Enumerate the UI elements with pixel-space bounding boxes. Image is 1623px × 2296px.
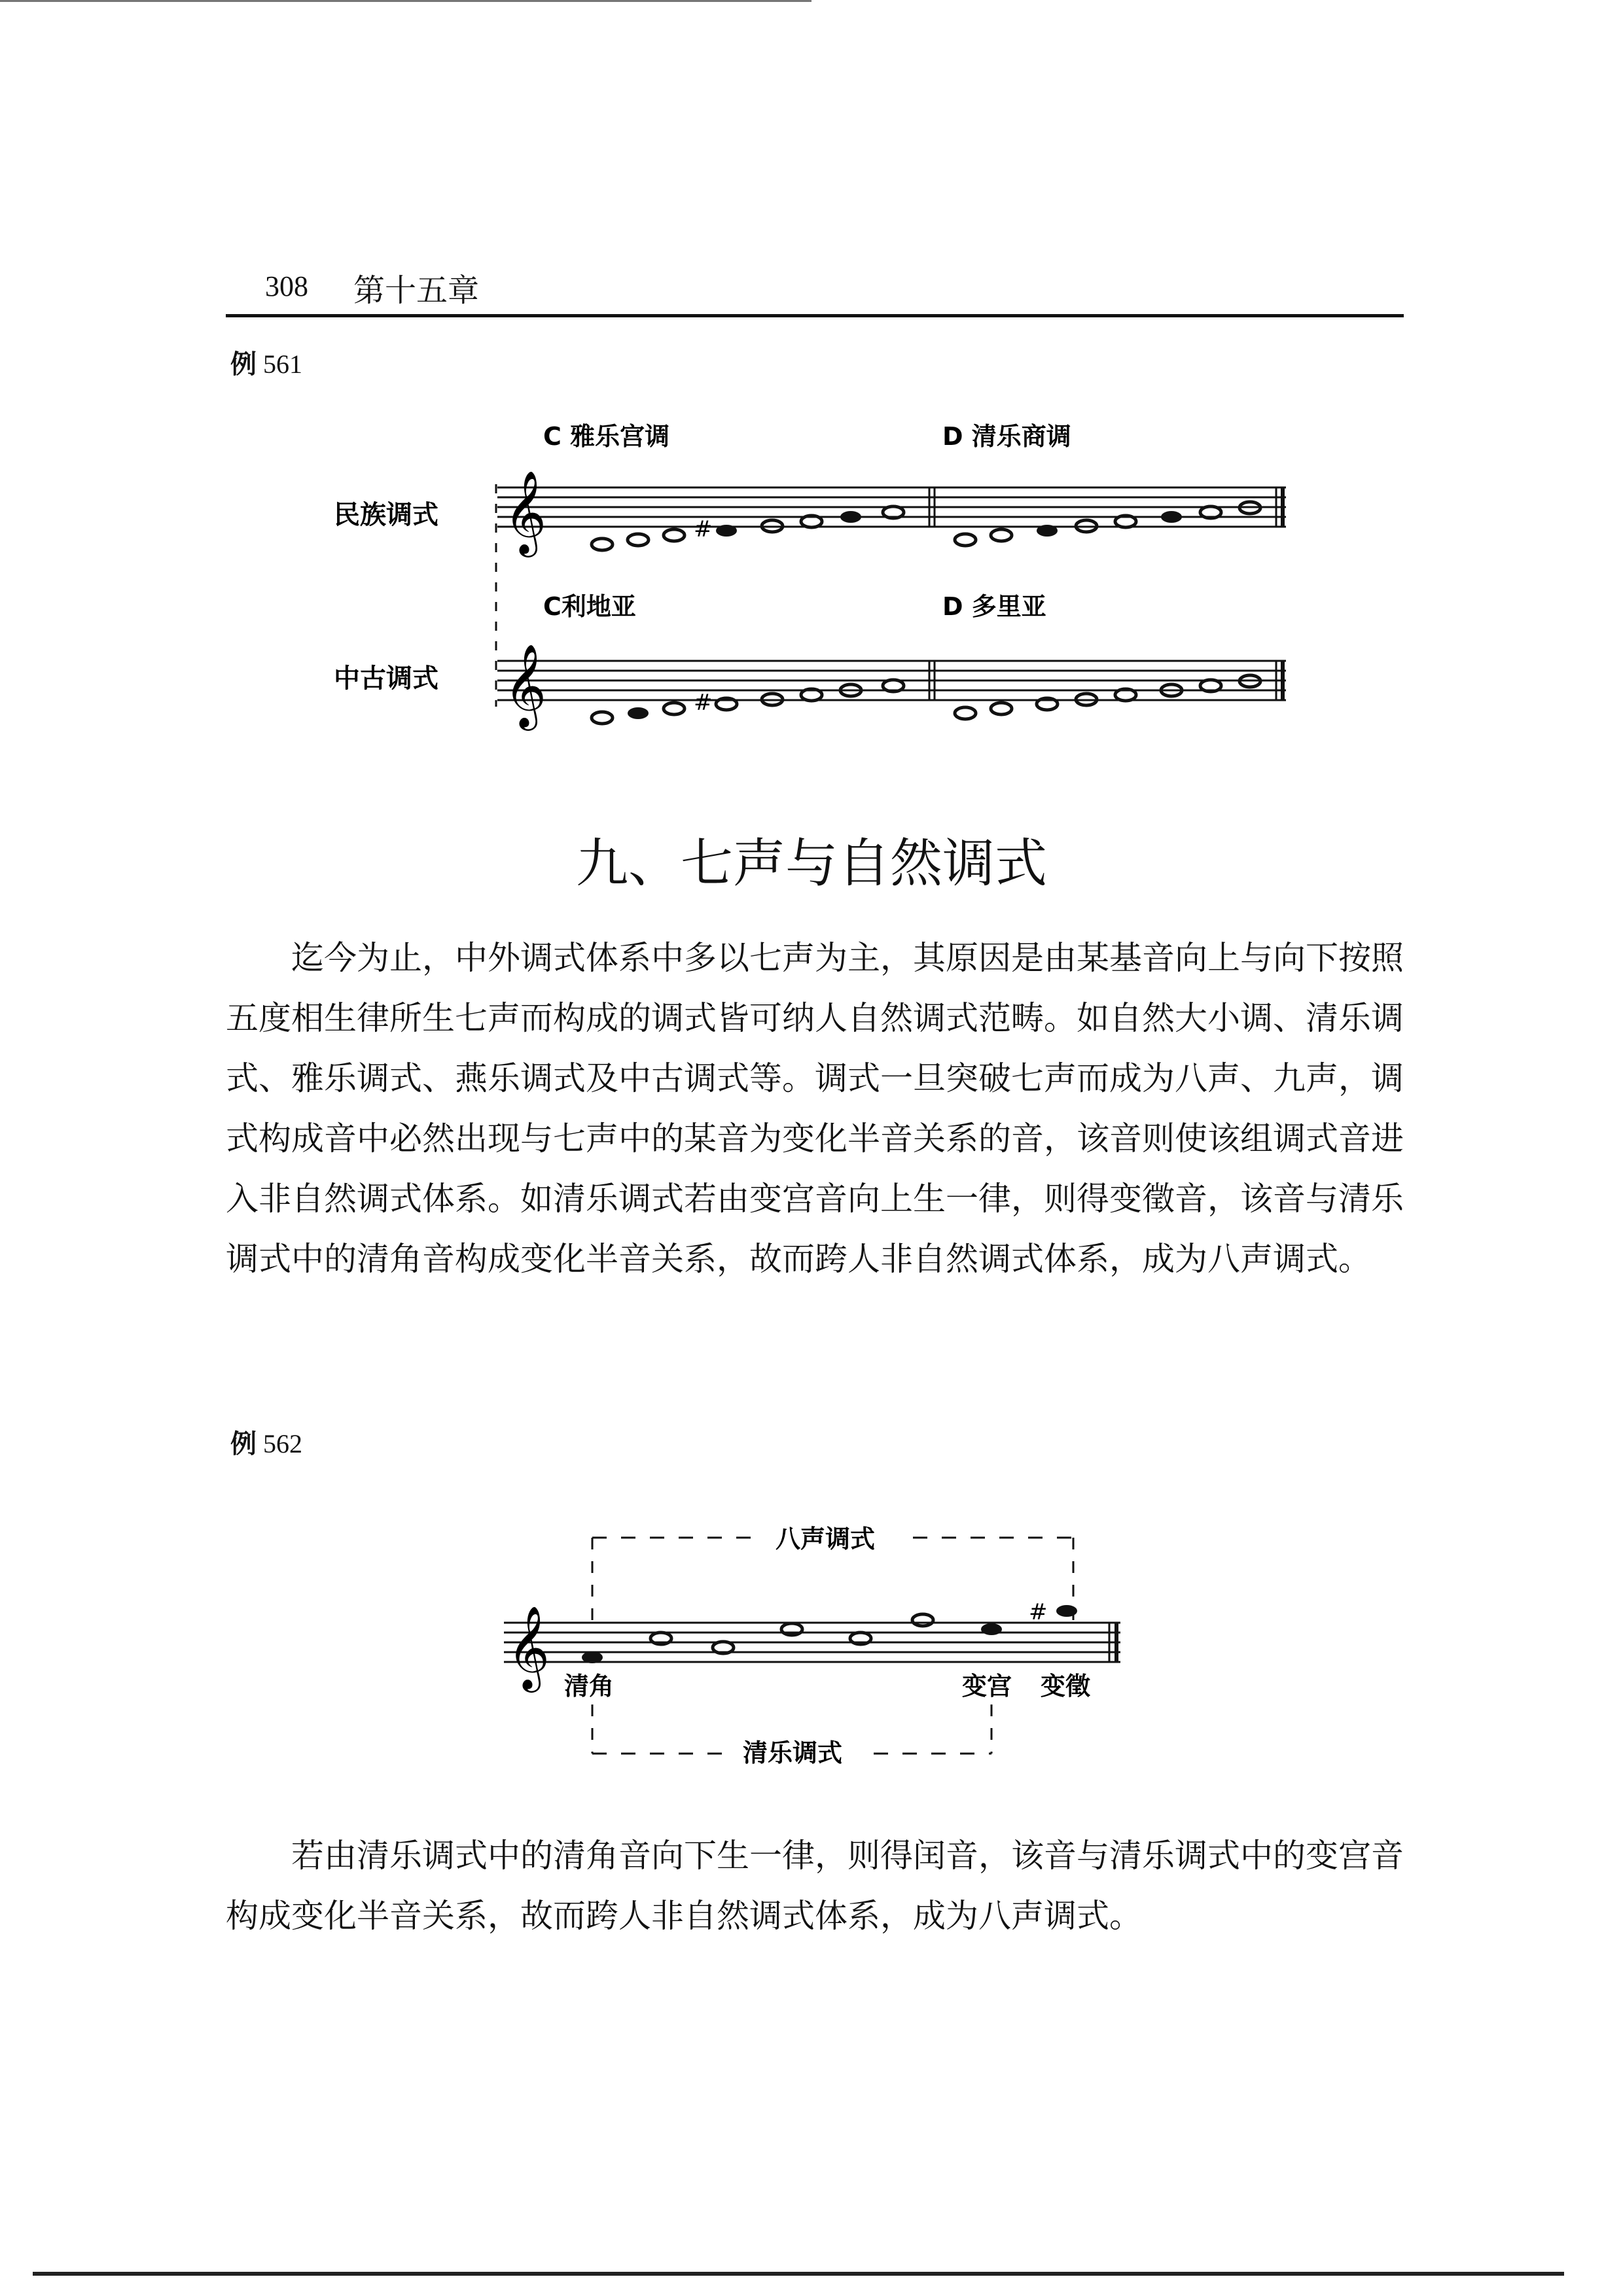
header-rule [226,314,1404,317]
treble-clef-icon: 𝄞 [504,643,547,727]
treble-clef-icon: 𝄞 [507,1605,550,1689]
note-label-biangong: 变宫 [962,1672,1012,1701]
example-561-staves [0,406,1623,746]
scan-bottom-edge [33,2272,1564,2276]
qingyue-bracket-label: 清乐调式 [743,1739,843,1767]
staff-row-1 [497,470,1286,557]
scan-top-edge [0,0,812,2]
example-562-figure [0,1492,1623,1780]
svg-text:#: # [1029,1599,1048,1625]
example-number: 561 [263,349,302,379]
paragraph-1-text: 迄今为止，中外调式体系中多以七声为主，其原因是由某基音向上与向下按照五度相生律所生七声而构成的调式皆可纳人自然调式范畴。如自然大小调、清乐调式、雅乐调式、燕乐调式及中古调式等。调式一旦突破七声而成为八声、九声，调式构成音中必然出现与七声中的某音为变化半音关系的音，该音则使该组调式音进入非自然调式体系。如清乐调式若由变宫音向上生一律，则得变徵音，该音与清乐调式中的清角音构成变化半音关系，故而跨人非自然调式体系，成为八声调式。 [226,939,1404,1278]
note-label-qingjiao: 清角 [564,1672,615,1701]
paragraph-1 [226,928,1404,1289]
example-562-staff [0,1492,1623,1780]
staff-row-2 [497,643,1286,731]
row2-right-title: D 多里亚 [942,592,1046,621]
example-561-figure [0,406,1623,746]
paragraph-2-text: 若由清乐调式中的清角音向下生一律，则得闰音，该音与清乐调式中的变宫音构成变化半音关系，故而跨人非自然调式体系，成为八声调式。 [226,1837,1404,1935]
example-prefix: 例 [230,349,257,379]
paragraph-2 [226,1826,1404,1946]
row2-label: 中古调式 [334,663,438,694]
example-prefix: 例 [230,1429,257,1458]
row1-left-title: C 雅乐宫调 [543,422,670,451]
row1-right-title: D 清乐商调 [942,422,1071,451]
note-label-bianzhi: 变徵 [1041,1672,1091,1701]
octave-bracket-label: 八声调式 [776,1525,876,1553]
page-number: 308 [265,270,308,302]
chapter-heading: 第十五章 [353,272,480,309]
row1-label: 民族调式 [334,500,438,530]
treble-clef-icon: 𝄞 [504,470,547,554]
svg-text:#: # [694,516,713,542]
example-561-label [230,344,302,381]
example-number: 562 [263,1429,302,1458]
row2-left-title: C利地亚 [543,592,636,621]
example-562-label [230,1423,302,1460]
svg-text:#: # [694,690,713,716]
section-title: 九、七声与自然调式 [576,833,1047,894]
